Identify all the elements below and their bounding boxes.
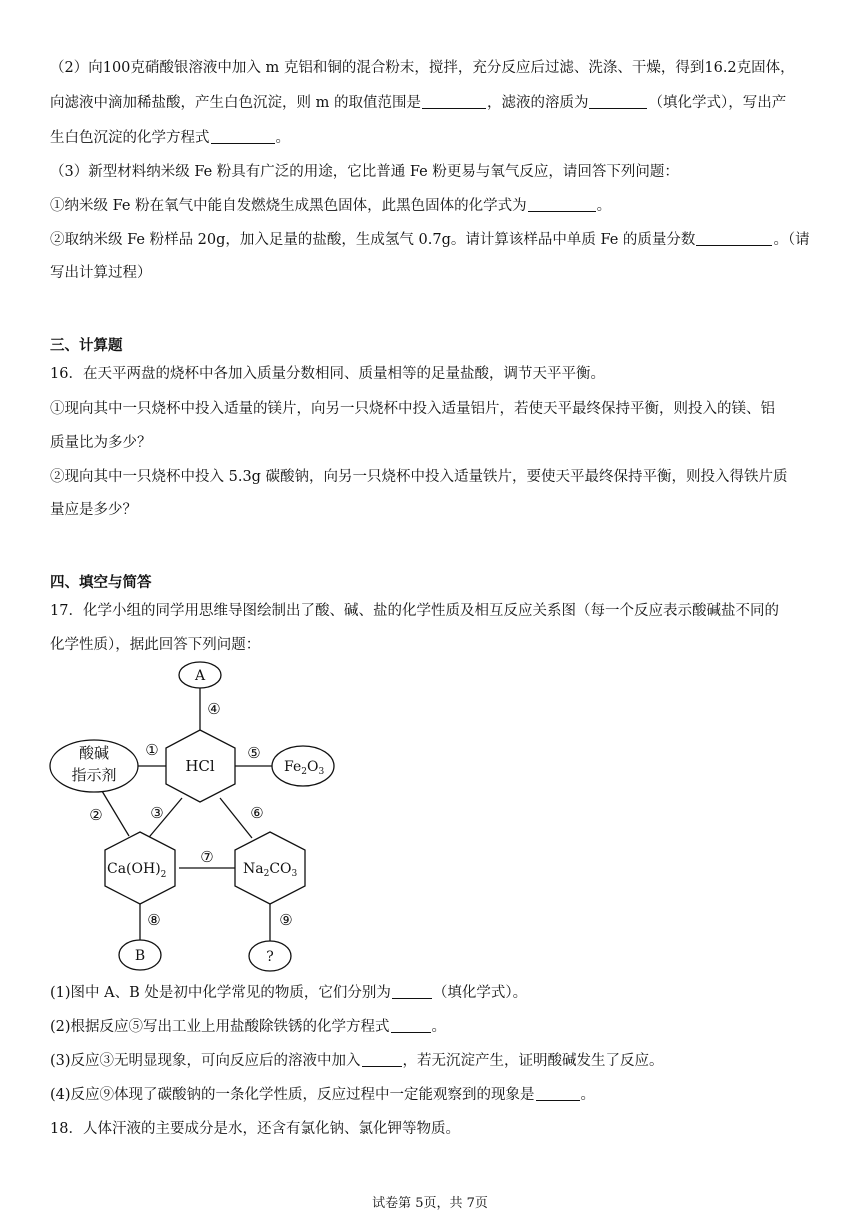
answer-blank[interactable] [528,197,596,212]
connector-line [99,786,129,836]
q16-item2-line2: 量应是多少？ [50,502,137,518]
reaction-number-7: ⑦ [200,848,214,866]
fe2o3-ellipse [272,746,334,786]
q16-item1-line1: ①现向其中一只烧杯中投入适量的镁片，向另一只烧杯中投入适量铝片，若使天平最终保持平衡，则投入的镁、铝 [50,401,775,417]
q17-stem-line2: 化学性质），据此回答下列问题： [50,637,261,653]
section4-heading: 四、填空与简答 [50,574,152,591]
node-b-label: B [134,948,146,964]
reaction-number-1: ① [145,741,159,759]
q15-part2-line2: 向滤液中滴加稀盐酸，产生白色沉淀，则 m 的取值范围是 ，滤液的溶质为 （填化学式），写出产 [50,95,787,111]
q15-part3-item2: ②取纳米级 Fe 粉样品 20g，加入足量的盐酸，生成氢气 0.7g。请计算该样品中单质 Fe 的质量分数 。（请 [50,232,810,248]
reaction-number-2: ② [89,806,103,824]
q15-part3-intro: （3）新型材料纳米级 Fe 粉具有广泛的用途，它比普通 Fe 粉更易与氧气反应，请回答下列问题： [50,164,679,180]
q17-item4: (4)反应⑨体现了碳酸钠的一条化学性质，反应过程中一定能观察到的现象是 。 [50,1087,596,1103]
answer-blank[interactable] [362,1052,402,1067]
reaction-relationship-diagram [44,658,344,978]
node-unknown-label: ? [266,949,274,965]
node-fe2o3-label: $Fe_2O_3$ [284,759,325,777]
answer-blank[interactable] [392,984,432,999]
q17-item3: (3)反应③无明显现象，可向反应后的溶液中加入 ，若无沉淀产生，证明酸碱发生了反应。 [50,1053,664,1069]
page-footer: 试卷第 5页，共 7页 [372,1196,488,1211]
reaction-number-5: ⑤ [247,744,261,762]
node-na2co3-label: $Na_2CO_3$ [243,861,298,879]
node-a-label: A [194,668,206,684]
q16-item2-line1: ②现向其中一只烧杯中投入 5.3g 碳酸钠，向另一只烧杯中投入适量铁片，要使天平最终保持平衡，则投入得铁片质 [50,469,788,485]
node-hcl-label: HCl [185,757,215,775]
node-caoh2-label: $Ca(OH)_2$ [107,861,167,880]
connector-line [220,798,252,838]
q15-part2-line3: 生白色沉淀的化学方程式 。 [50,130,290,146]
reaction-number-4: ④ [207,700,221,718]
answer-blank[interactable] [391,1018,431,1033]
node-indicator-line1: 酸碱 [78,744,110,762]
q15-part3-item2-cont: 写出计算过程） [50,265,152,281]
reaction-number-9: ⑨ [279,911,293,929]
q17-stem-line1: 17．化学小组的同学用思维导图绘制出了酸、碱、盐的化学性质及相互反应关系图（每一个反应表示酸碱盐不同的 [50,603,779,619]
answer-blank[interactable] [536,1086,580,1101]
q15-part3-item1: ①纳米级 Fe 粉在氧气中能自发燃烧生成黑色固体，此黑色固体的化学式为 。 [50,198,612,214]
answer-blank[interactable] [211,129,275,144]
reaction-number-8: ⑧ [147,911,161,929]
answer-blank[interactable] [589,94,647,109]
q16-stem: 16．在天平两盘的烧杯中各加入质量分数相同、质量相等的足量盐酸，调节天平平衡。 [50,366,605,382]
answer-blank[interactable] [422,94,486,109]
q16-item1-line2: 质量比为多少？ [50,435,152,451]
answer-blank[interactable] [696,231,772,246]
section3-heading: 三、计算题 [50,337,123,354]
reaction-number-6: ⑥ [250,804,264,822]
q17-item1: (1)图中 A、B 处是初中化学常见的物质，它们分别为 （填化学式）。 [50,985,528,1001]
q17-item2: (2)根据反应⑤写出工业上用盐酸除铁锈的化学方程式 。 [50,1019,447,1035]
node-indicator-line2: 指示剂 [71,766,117,784]
q15-part2-line1: （2）向100克硝酸银溶液中加入 m 克铝和铜的混合粉末，搅拌，充分反应后过滤、洗涤、干燥，得到16.2克固体， [50,60,795,76]
reaction-number-3: ③ [150,804,164,822]
q18-stem: 18．人体汗液的主要成分是水，还含有氯化钠、氯化钾等物质。 [50,1121,460,1137]
